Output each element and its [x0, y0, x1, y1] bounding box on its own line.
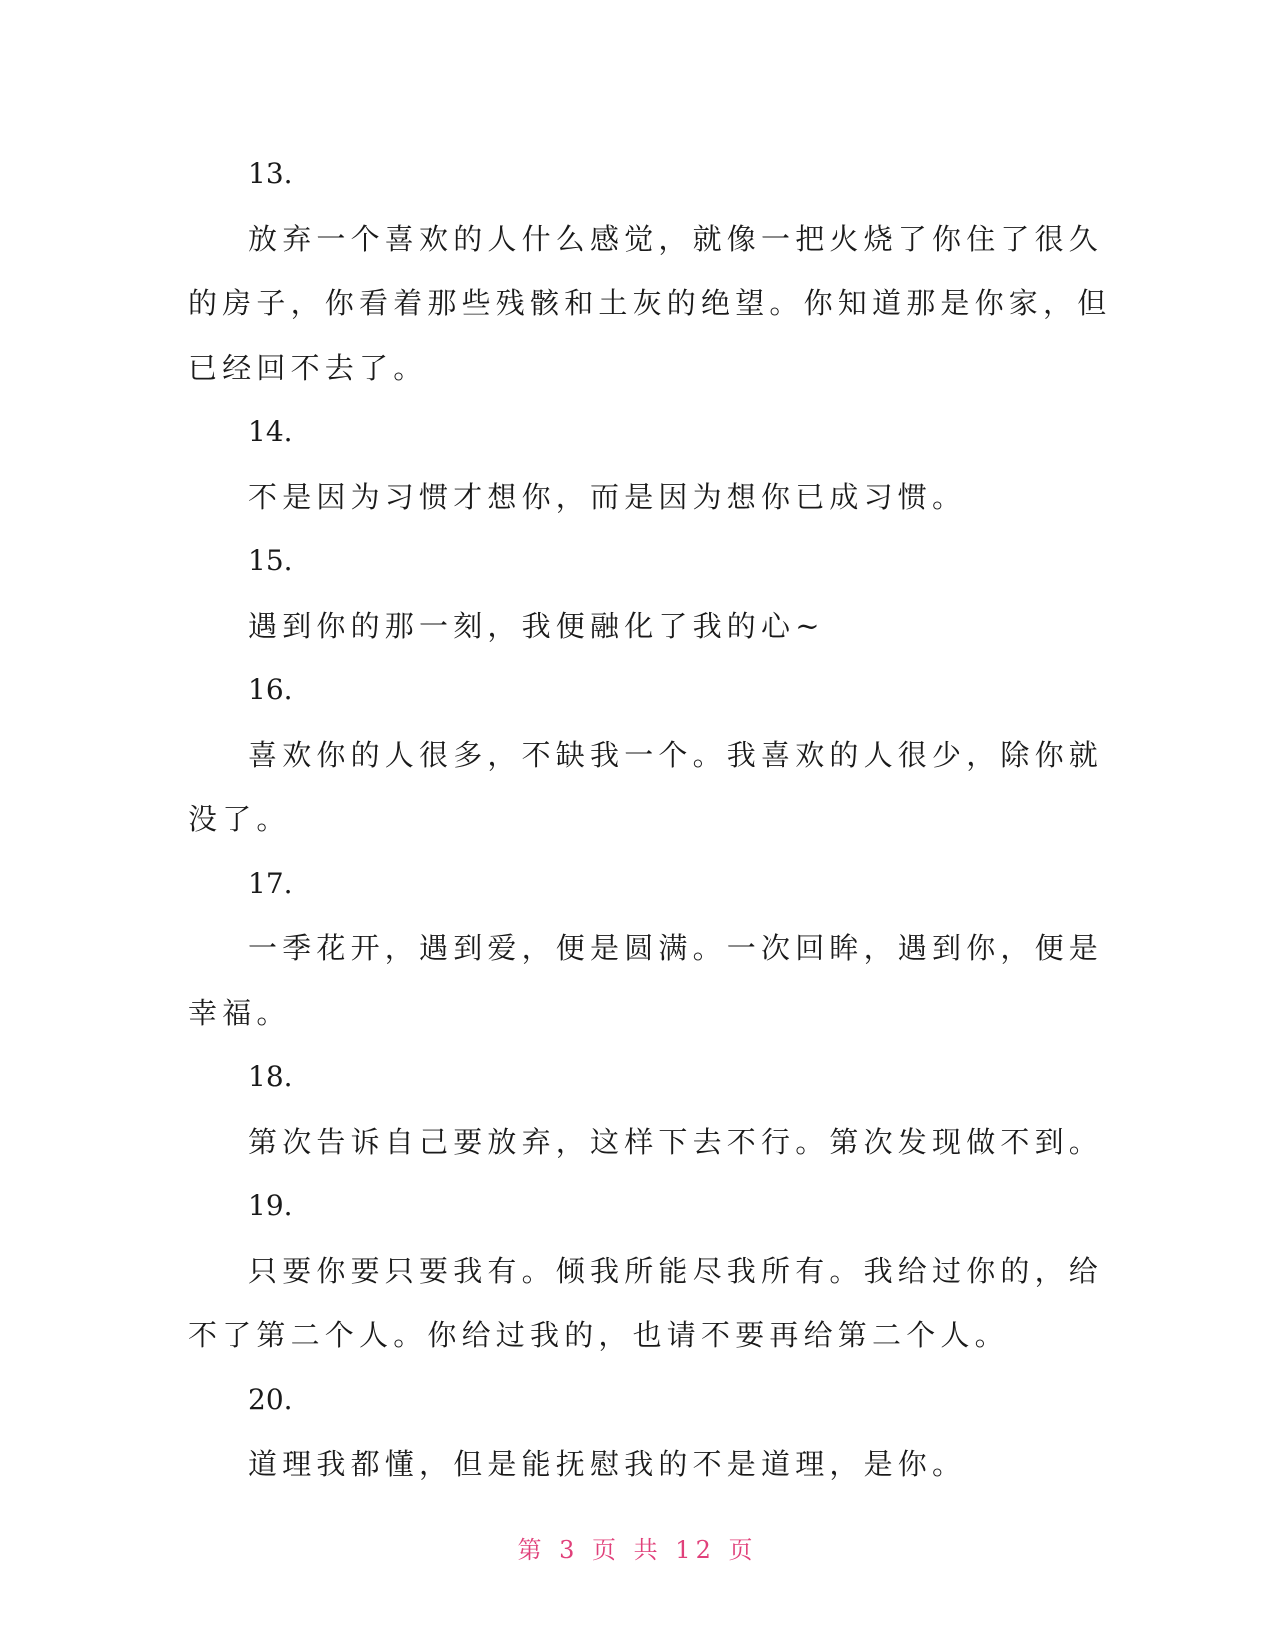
paragraph-line: 第次告诉自己要放弃，这样下去不行。第次发现做不到。	[248, 1124, 1104, 1159]
item-number-20: 20.	[248, 1382, 293, 1416]
paragraph-line: 不了第二个人。你给过我的，也请不要再给第二个人。	[188, 1318, 1009, 1352]
paragraph-line: 幸福。	[188, 995, 291, 1030]
paragraph-line: 放弃一个喜欢的人什么感觉，就像一把火烧了你住了很久	[248, 221, 1104, 256]
paragraph-line: 没了。	[188, 802, 291, 836]
item-number-15: 15.	[248, 544, 293, 577]
paragraph-line: 已经回不去了。	[188, 350, 428, 385]
document-body	[188, 142, 1112, 1497]
paragraph-line: 不是因为习惯才想你，而是因为想你已成习惯。	[248, 479, 967, 514]
item-number-16: 16.	[248, 673, 293, 706]
paragraph-line: 一季花开，遇到爱，便是圆满。一次回眸，遇到你，便是	[248, 931, 1104, 965]
item-number-17: 17.	[248, 866, 293, 900]
item-number-14: 14.	[248, 415, 293, 448]
item-number-18: 18.	[248, 1060, 293, 1093]
item-number-13: 13.	[248, 157, 293, 190]
paragraph-line: 遇到你的那一刻，我便融化了我的心~	[248, 608, 825, 643]
item-number-19: 19.	[248, 1189, 293, 1222]
paragraph-line: 的房子，你看着那些残骸和土灰的绝望。你知道那是你家，但	[188, 286, 1112, 320]
page-footer: 第 3 页 共 12 页	[517, 1536, 758, 1564]
paragraph-line: 只要你要只要我有。倾我所能尽我所有。我给过你的，给	[248, 1253, 1104, 1288]
paragraph-line: 喜欢你的人很多，不缺我一个。我喜欢的人很少，除你就	[248, 737, 1104, 772]
paragraph-line: 道理我都懂，但是能抚慰我的不是道理，是你。	[248, 1447, 967, 1481]
